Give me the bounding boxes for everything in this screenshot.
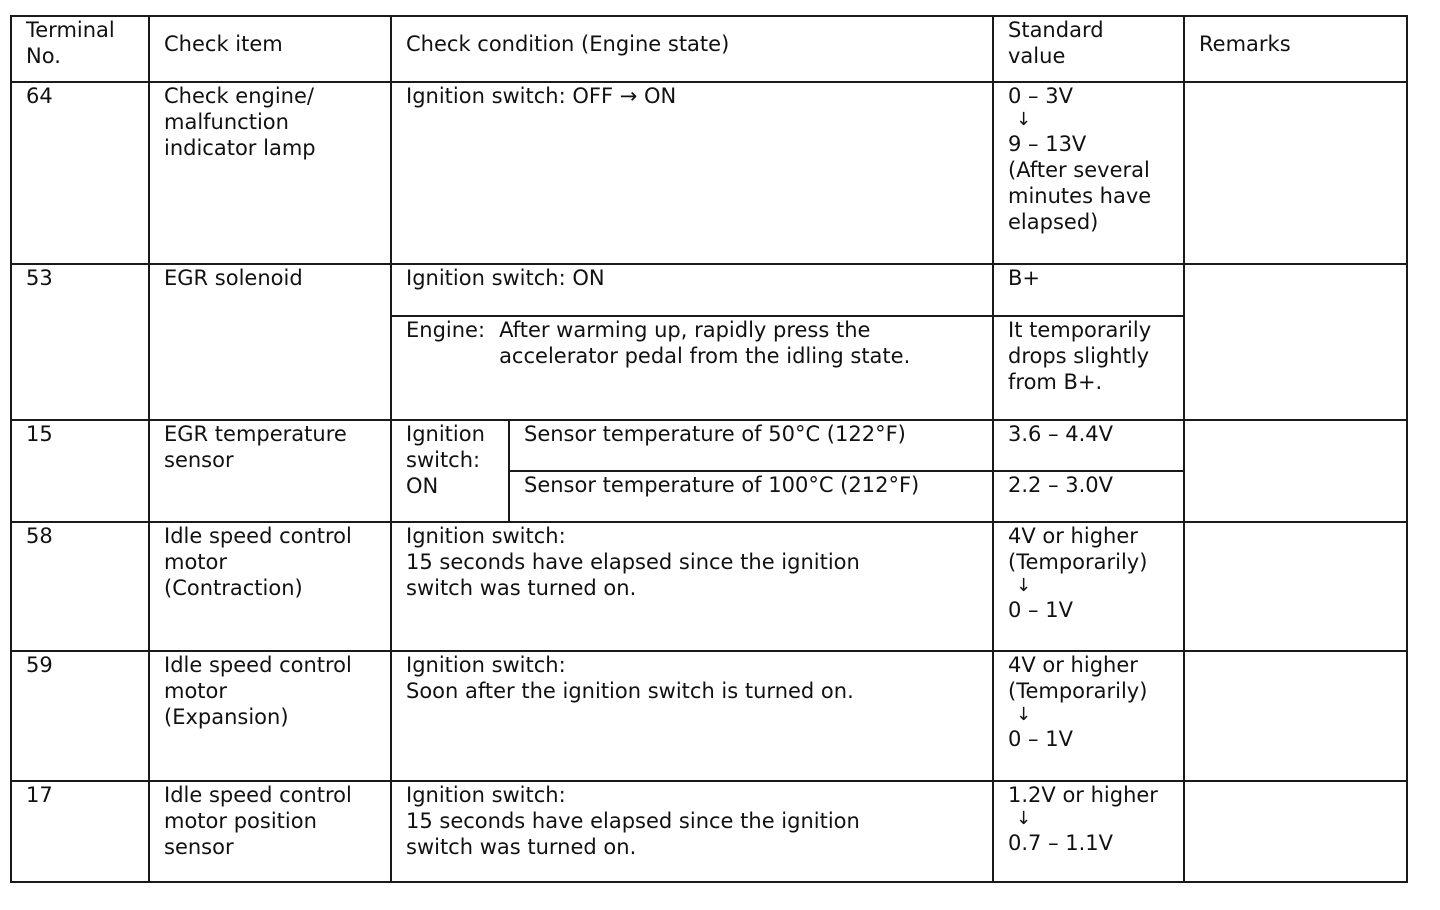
header-row — [11, 16, 1407, 82]
table-row-58 — [11, 522, 1407, 651]
check-item: EGR solenoid — [149, 264, 391, 420]
terminal-number: 58 — [11, 522, 149, 651]
down-arrow-icon: ↓ — [1016, 808, 1032, 829]
standard-value: 4V or higher (Temporarily) ↓ 0 – 1V — [993, 651, 1184, 781]
remarks — [1184, 420, 1407, 522]
down-arrow-icon: ↓ — [1016, 575, 1032, 596]
terminal-number: 59 — [11, 651, 149, 781]
remarks — [1184, 651, 1407, 781]
standard-value: 0 – 3V ↓ 9 – 13V (After several minutes have elapsed) — [993, 82, 1184, 264]
check-condition: Engine: After warming up, rapidly press the accelerator pedal from the idling state. — [391, 316, 993, 420]
header-standard-value: Standard value — [993, 16, 1184, 82]
header-terminal: Terminal No. — [11, 16, 149, 82]
table-row-59 — [11, 651, 1407, 781]
remarks — [1184, 82, 1407, 264]
check-item: Check engine/ malfunction indicator lamp — [149, 82, 391, 264]
table-row-17 — [11, 781, 1407, 882]
terminal-number: 15 — [11, 420, 149, 522]
standard-value: It temporarily drops slightly from B+. — [993, 316, 1184, 420]
check-condition: Sensor temperature of 100°C (212°F) — [509, 471, 993, 522]
check-item: EGR temperature sensor — [149, 420, 391, 522]
down-arrow-icon: ↓ — [1016, 704, 1032, 725]
standard-value: 3.6 – 4.4V — [993, 420, 1184, 471]
check-condition: Ignition switch: 15 seconds have elapsed since the ignition switch was turned on. — [391, 781, 993, 882]
header-check-item: Check item — [149, 16, 391, 82]
table-row-64 — [11, 82, 1407, 264]
check-condition: Ignition switch: ON — [391, 264, 993, 316]
down-arrow-icon: ↓ — [1016, 109, 1032, 130]
check-condition: Sensor temperature of 50°C (122°F) — [509, 420, 993, 471]
check-item: Idle speed control motor position sensor — [149, 781, 391, 882]
ignition-state: Ignition switch: ON — [391, 420, 509, 522]
remarks — [1184, 264, 1407, 420]
check-condition: Ignition switch: Soon after the ignition switch is turned on. — [391, 651, 993, 781]
terminal-number: 53 — [11, 264, 149, 420]
table-row-53 — [11, 264, 1407, 316]
terminal-number: 64 — [11, 82, 149, 264]
remarks — [1184, 522, 1407, 651]
terminal-number: 17 — [11, 781, 149, 882]
header-remarks: Remarks — [1184, 16, 1407, 82]
table-row-15 — [11, 420, 1407, 471]
standard-value: B+ — [993, 264, 1184, 316]
check-item: Idle speed control motor (Expansion) — [149, 651, 391, 781]
check-condition: Ignition switch: OFF → ON — [391, 82, 993, 264]
standard-value: 2.2 – 3.0V — [993, 471, 1184, 522]
header-check-condition: Check condition (Engine state) — [391, 16, 993, 82]
check-condition: Ignition switch: 15 seconds have elapsed since the ignition switch was turned on. — [391, 522, 993, 651]
check-item: Idle speed control motor (Contraction) — [149, 522, 391, 651]
standard-value: 4V or higher (Temporarily) ↓ 0 – 1V — [993, 522, 1184, 651]
standard-value: 1.2V or higher ↓ 0.7 – 1.1V — [993, 781, 1184, 882]
terminal-check-table — [10, 15, 1408, 883]
remarks — [1184, 781, 1407, 882]
